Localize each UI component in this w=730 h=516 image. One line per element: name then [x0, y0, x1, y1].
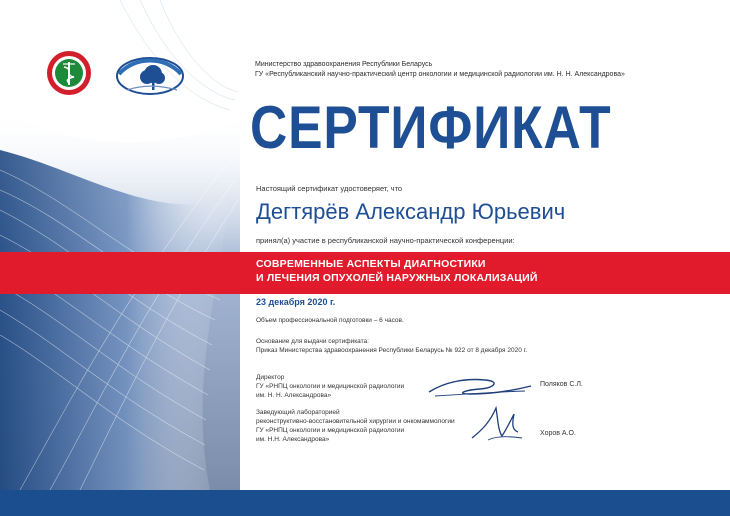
lab-head-title: Заведующий лабораторией: [256, 409, 340, 416]
basis-label: Основание для выдачи сертификата:: [256, 338, 369, 345]
conference-title-line2: И ЛЕЧЕНИЯ ОПУХОЛЕЙ НАРУЖНЫХ ЛОКАЛИЗАЦИЙ: [256, 272, 538, 284]
participation-text: принял(а) участие в республиканской научно-практической конференции:: [256, 236, 515, 245]
director-name: Поляков С.Л.: [540, 381, 583, 388]
intro-text: Настоящий сертификат удостоверяет, что: [256, 184, 403, 193]
basis-order: Приказ Министерства здравоохранения Республики Беларусь № 922 от 8 декабря 2020 г.: [256, 347, 528, 354]
institution-line: ГУ «Республиканский научно-практический центр онкологии и медицинской радиологии им. Н. Н. Александрова»: [255, 71, 625, 78]
lab-head-org: ГУ «РНПЦ онкологии и медицинской радиологии: [256, 427, 405, 434]
ministry-emblem-icon: [46, 50, 92, 96]
training-volume: Объем профессиональной подготовки – 6 часов.: [256, 317, 404, 324]
director-org-cont: им. Н. Н. Александрова»: [256, 392, 332, 399]
lab-head-block: [256, 408, 455, 444]
director-title: Директор: [256, 374, 285, 381]
ministry-header: [255, 60, 625, 80]
lab-head-signature: [468, 400, 528, 444]
ministry-line: Министерство здравоохранения Республики Беларусь: [255, 61, 433, 68]
director-org: ГУ «РНПЦ онкологии и медицинской радиологии: [256, 383, 405, 390]
lab-head-department: реконструктивно-восстановительной хирургии и онкомаммологии: [256, 418, 455, 425]
certificate-title: СЕРТИФИКАТ: [250, 94, 612, 161]
conference-title-line1: СОВРЕМЕННЫЕ АСПЕКТЫ ДИАГНОСТИКИ: [256, 258, 486, 270]
tree-logo-icon: [115, 52, 185, 98]
issuance-basis: [256, 337, 527, 355]
lab-head-org-cont: им. Н.Н. Александрова»: [256, 436, 330, 443]
director-block: [256, 373, 404, 400]
conference-date: 23 декабря 2020 г.: [256, 297, 336, 307]
recipient-name: Дегтярёв Александр Юрьевич: [256, 199, 566, 224]
director-signature: [425, 372, 535, 402]
lab-head-name: Хоров А.О.: [540, 430, 576, 437]
bottom-blue-band: [0, 490, 730, 516]
